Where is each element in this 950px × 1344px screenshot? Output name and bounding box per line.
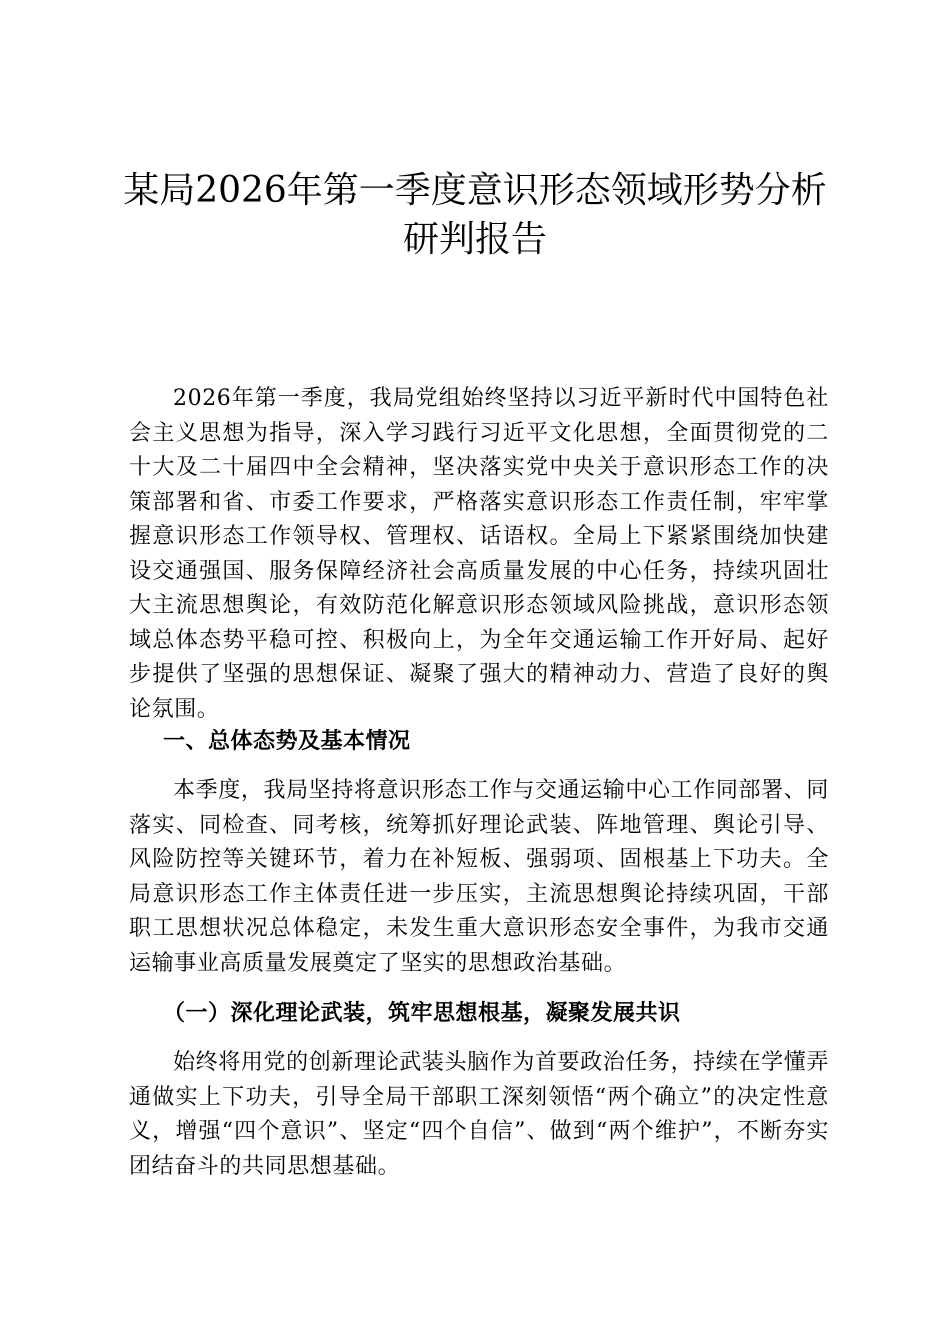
intro-paragraph: 2026年第一季度，我局党组始终坚持以习近平新时代中国特色社会主义思想为指导，深入学习践行习近平文化思想，全面贯彻党的二十大及二十届四中全会精神，坚决落实党中央关于意识形态工作的决策部署和省、市委工作要求，严格落实意识形态工作责任制，牢牢掌握意识形态工作领导权、管理权、话语权。全局上下紧紧围绕加快建设交通强国、服务保障经济社会高质量发展的中心任务，持续巩固壮大主流思想舆论，有效防范化解意识形态领域风险挑战，意识形态领域总体态势平稳可控、积极向上，为全年交通运输工作开好局、起好步提供了坚强的思想保证、凝聚了强大的精神动力、营造了良好的舆论氛围。 [129,386,829,722]
section-heading-1: 一、总体态势及基本情况 [163,729,411,754]
section-1-paragraph: 本季度，我局坚持将意识形态工作与交通运输中心工作同部署、同落实、同检查、同考核，统筹抓好理论武装、阵地管理、舆论引导、风险防控等关键环节，着力在补短板、强弱项、固根基上下功夫。全局意识形态工作主体责任进一步压实，主流思想舆论持续巩固，干部职工思想状况总体稳定，未发生重大意识形态安全事件，为我市交通运输事业高质量发展奠定了坚实的思想政治基础。 [129,778,829,976]
subsection-heading-1: （一）深化理论武装，筑牢思想根基，凝聚发展共识 [163,1001,681,1026]
subsection-1-paragraph: 始终将用党的创新理论武装头脑作为首要政治任务，持续在学懂弄通做实上下功夫，引导全局干部职工深刻领悟“两个确立”的决定性意义，增强“四个意识”、坚定“四个自信”、做到“两个维护”，不断夯实团结奋斗的共同思想基础。 [129,1050,829,1179]
document-title-line-2: 研判报告 [402,219,547,260]
document-title-line-1: 某局2026年第一季度意识形态领域形势分析 [123,170,827,211]
